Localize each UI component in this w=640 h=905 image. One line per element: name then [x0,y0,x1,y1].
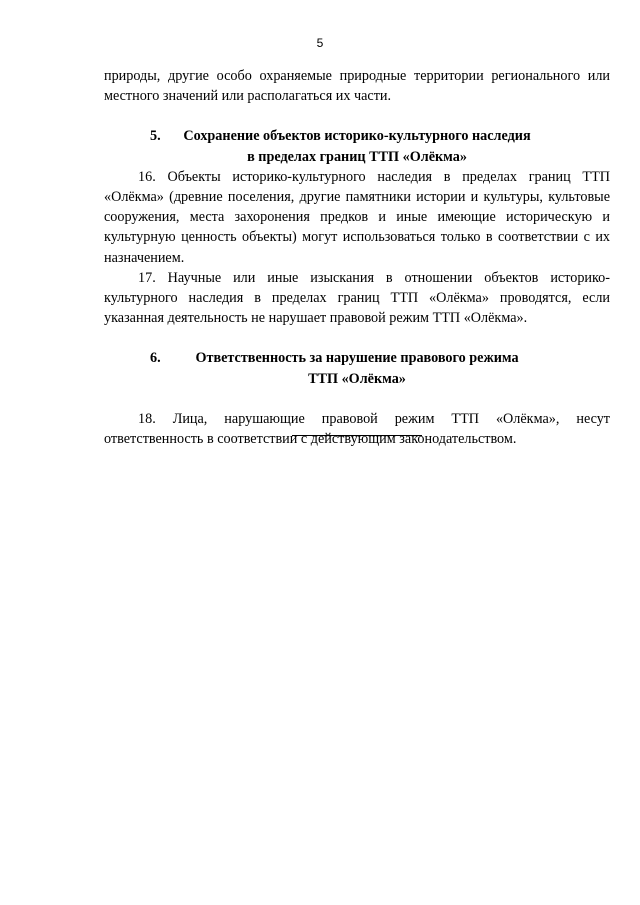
section-6-heading-line1 [104,348,610,368]
section-6-heading [104,348,610,388]
section-5 [104,126,610,328]
end-of-document-rule [292,435,422,436]
section-6-title-line2: ТТП «Олёкма» [308,370,406,387]
section-6-title-line1: Ответственность за нарушение правового режима [195,350,519,367]
section-5-number: 5. [150,128,161,145]
paragraph-18: 18. Лица, нарушающие правовой режим ТТП «Олёкма», несут ответственность в соответствии с действующим законодательством. [104,410,610,448]
section-5-title-line1: Сохранение объектов историко-культурного наследия [183,128,531,145]
intro-paragraph: природы, другие особо охраняемые природные территории регионального или местного значений или располагаться их части. [104,68,610,105]
section-5-heading [104,126,610,166]
page-content [104,66,610,449]
paragraph-17: 17. Научные или иные изыскания в отношении объектов историко-культурного наследия в пределах границ ТТП «Олёкма» проводятся, если указанная деятельность не нарушает правовой режим ТТП «Олёкма». [104,269,610,327]
section-5-heading-line1 [104,126,610,146]
section-6-number: 6. [150,350,161,367]
page-number: 5 [316,36,324,50]
section-5-title-line2: в пределах границ ТТП «Олёкма» [247,148,467,165]
paragraph-16: 16. Объекты историко-культурного наследия в пределах границ ТТП «Олёкма» (древние поселения, другие памятники истории и культуры, культовые сооружения, места захоронения предков и иные имеющие историческую и культурную ценность объекты) могут использоваться только в соответствии с их назначением. [104,168,610,266]
